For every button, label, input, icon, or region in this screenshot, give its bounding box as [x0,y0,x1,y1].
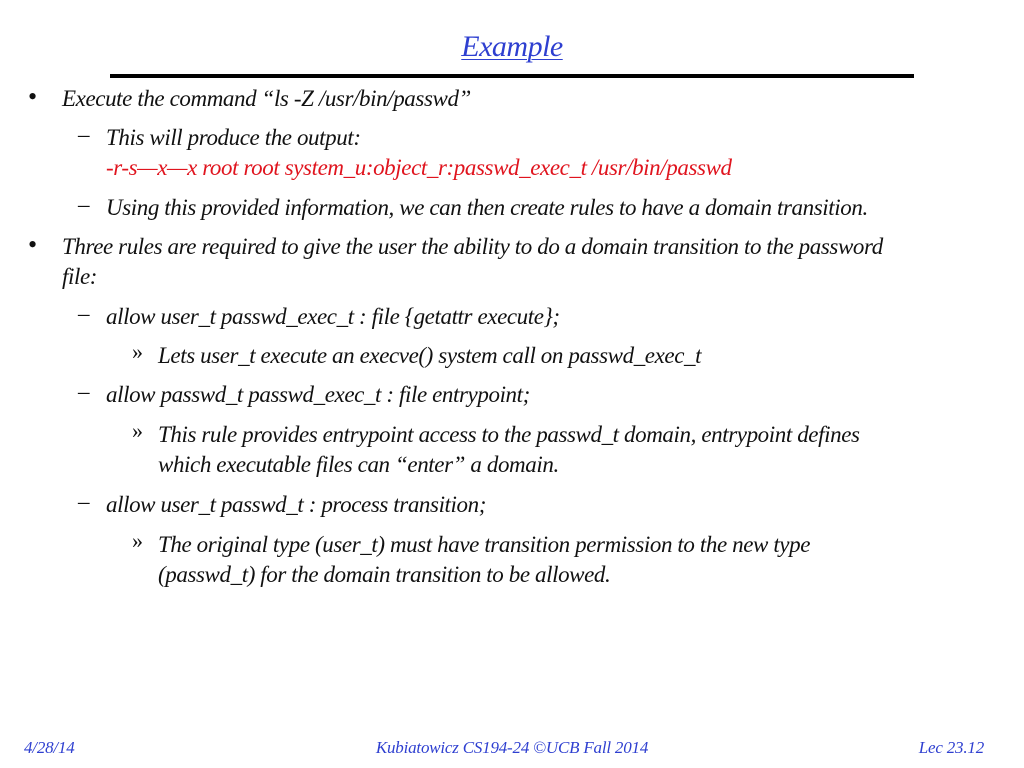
bullet-execute-command [28,82,471,114]
detail-execve [132,339,702,371]
subbullet-text: allow passwd_t passwd_exec_t : file entrypoint; [106,382,530,407]
detail-text-continued: which executable files can “enter” a domain. [158,452,559,477]
dash-marker: – [78,192,90,217]
subbullet-produce-output [78,122,732,183]
command-output-text: -r-s—x—x root root system_u:object_r:passwd_exec_t /usr/bin/passwd [106,155,732,180]
detail-entrypoint-access [132,418,860,480]
detail-text-continued: (passwd_t) for the domain transition to be allowed. [158,562,611,587]
chevron-marker: » [132,528,143,553]
subbullet-text: Using this provided information, we can then create rules to have a domain transition. [106,195,868,220]
chevron-marker: » [132,339,143,364]
footer-course: Kubiatowicz CS194-24 ©UCB Fall 2014 [375,738,649,757]
slide-title: Example [461,30,563,63]
dash-marker: – [78,379,90,404]
subbullet-rule-entrypoint [78,379,530,410]
subbullet-text: This will produce the output: [106,125,361,150]
detail-text: This rule provides entrypoint access to the passwd_t domain, entrypoint defines [158,422,860,447]
detail-transition-permission [132,528,811,590]
dash-marker: – [78,122,90,147]
detail-text: Lets user_t execute an execve() system call on passwd_exec_t [158,343,702,368]
bullet-text: Execute the command “ls -Z /usr/bin/passwd” [62,86,471,111]
subbullet-rule-process-transition [78,489,486,520]
bullet-text-continued: file: [62,264,98,289]
chevron-marker: » [132,418,143,443]
bullet-three-rules [28,230,883,292]
title-underline-rule [110,74,914,78]
bullet-marker: • [28,230,37,259]
dash-marker: – [78,489,90,514]
subbullet-rule-file-execute [78,301,560,332]
subbullet-text: allow user_t passwd_exec_t : file {getattr execute}; [106,304,560,329]
footer-date: 4/28/14 [24,738,75,757]
dash-marker: – [78,301,90,326]
detail-text: The original type (user_t) must have transition permission to the new type [158,532,811,557]
subbullet-text: allow user_t passwd_t : process transition; [106,492,486,517]
bullet-marker: • [28,82,37,111]
footer-lecture-number: Lec 23.12 [918,738,984,757]
bullet-text: Three rules are required to give the user the ability to do a domain transition to the password [62,234,883,259]
subbullet-provided-information [78,192,868,223]
